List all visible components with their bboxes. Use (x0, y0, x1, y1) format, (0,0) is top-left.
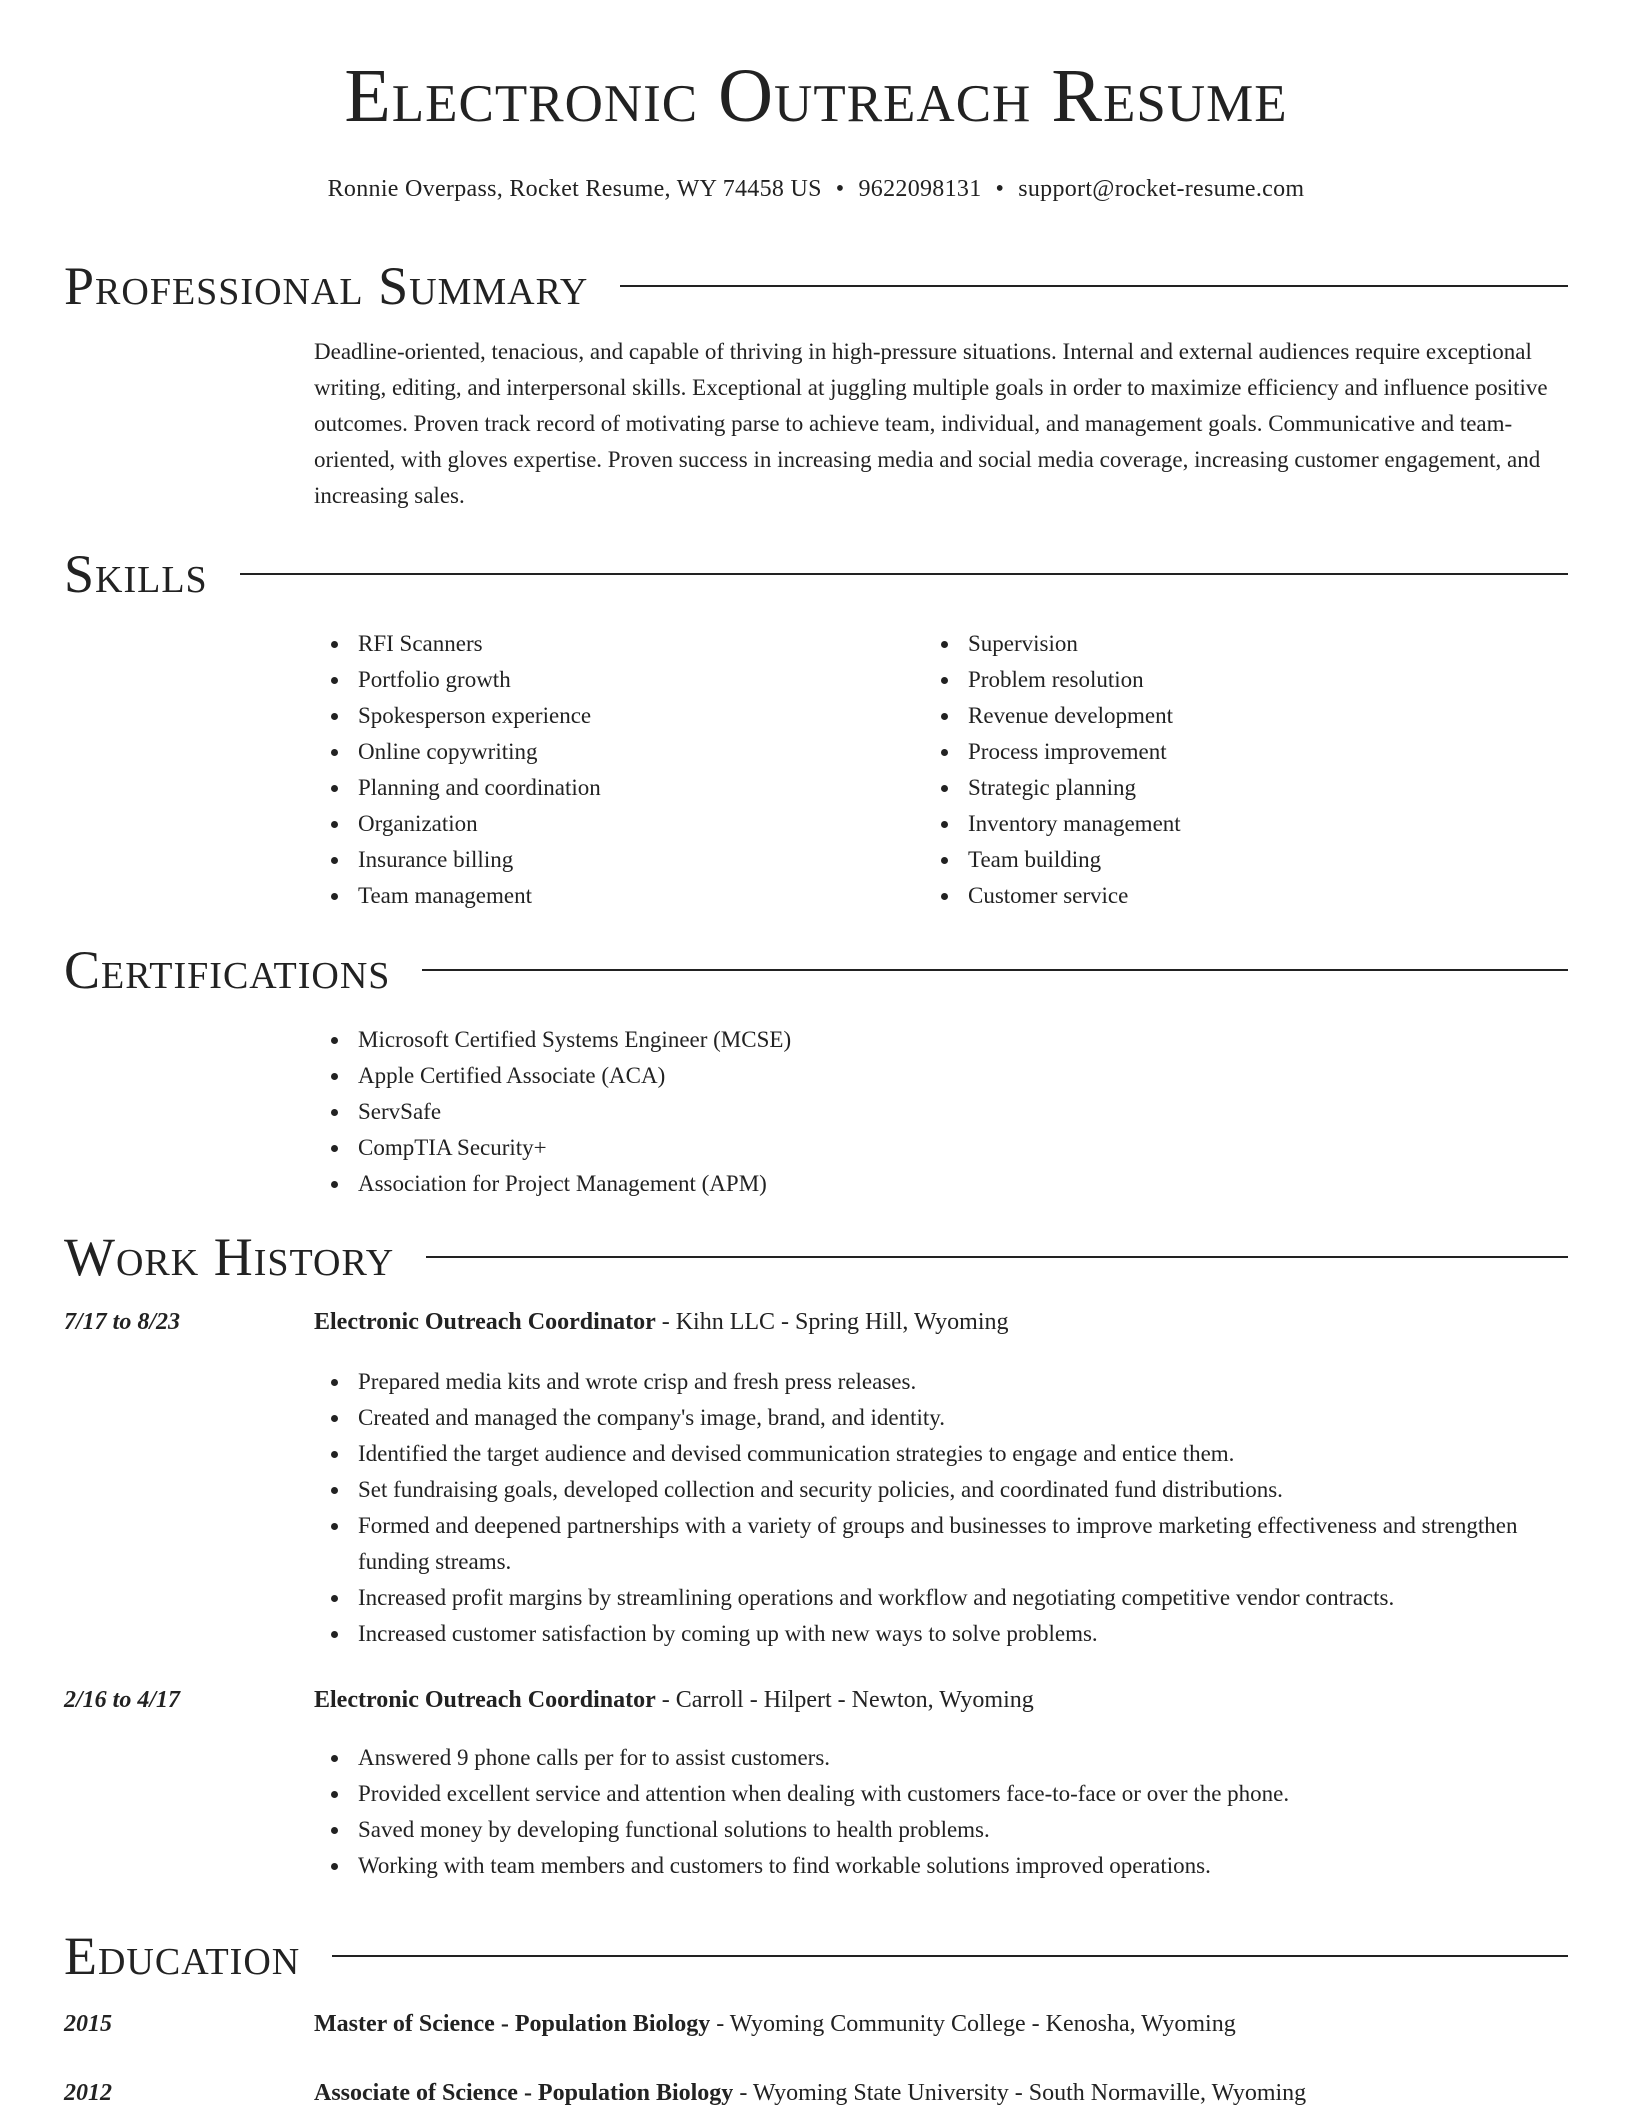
skill-item: Team building (924, 842, 1484, 878)
job-duty-item: Set fundraising goals, developed collection and security policies, and coordinated fund distributions. (314, 1472, 1568, 1508)
education-line (314, 2011, 1568, 2038)
job-duty-item: Identified the target audience and devised communication strategies to engage and entice them. (314, 1436, 1568, 1472)
job-duty-item: Created and managed the company's image, brand, and identity. (314, 1400, 1568, 1436)
section-divider (240, 573, 1568, 575)
job-dates: 2/16 to 4/17 (64, 1687, 181, 1713)
skill-item: Inventory management (924, 806, 1484, 842)
skill-item: Revenue development (924, 698, 1484, 734)
section-divider (422, 969, 1568, 971)
certifications-heading: Certifications (64, 940, 391, 1000)
certification-item: Apple Certified Associate (ACA) (314, 1058, 1568, 1094)
contact-separator: • (995, 176, 1005, 202)
skill-item: Insurance billing (314, 842, 874, 878)
job-duty-item: Answered 9 phone calls per for to assist customers. (314, 1740, 1568, 1776)
skills-right-column (924, 626, 1484, 914)
certifications-container (314, 1022, 1568, 1202)
skill-item: Organization (314, 806, 874, 842)
certification-item: ServSafe (314, 1094, 1568, 1130)
job-duties-container (314, 1740, 1568, 1884)
job-duty-item: Provided excellent service and attention when dealing with customers face-to-face or over the phone. (314, 1776, 1568, 1812)
summary-heading: Professional Summary (64, 256, 589, 316)
certifications-list (314, 1022, 1568, 1202)
contact-phone: 9622098131 (858, 176, 982, 202)
work-section-header (64, 1227, 1568, 1287)
education-degree: Master of Science - Population Biology (314, 2011, 711, 2037)
job-duties-list (314, 1740, 1568, 1884)
education-degree: Associate of Science - Population Biology (314, 2080, 734, 2106)
resume-title: Electronic Outreach Resume (344, 54, 1288, 138)
skill-item: Planning and coordination (314, 770, 874, 806)
skill-item: Strategic planning (924, 770, 1484, 806)
education-year: 2015 (64, 2011, 112, 2037)
certification-item: Microsoft Certified Systems Engineer (MCSE) (314, 1022, 1568, 1058)
education-section-header (64, 1926, 1568, 1986)
summary-section-header (64, 256, 1568, 316)
contact-address: Ronnie Overpass, Rocket Resume, WY 74458 US (327, 176, 822, 202)
job-duty-item: Increased profit margins by streamlining operations and workflow and negotiating competitive vendor contracts. (314, 1580, 1568, 1616)
skill-item: Supervision (924, 626, 1484, 662)
contact-separator: • (835, 176, 845, 202)
section-divider (620, 285, 1568, 287)
skill-item: RFI Scanners (314, 626, 874, 662)
education-school: - Wyoming Community College - Kenosha, Wyoming (710, 2011, 1236, 2037)
certifications-section-header (64, 940, 1568, 1000)
contact-email[interactable]: support@rocket-resume.com (1018, 176, 1305, 202)
skill-item: Problem resolution (924, 662, 1484, 698)
skill-item: Customer service (924, 878, 1484, 914)
skills-heading: Skills (64, 544, 208, 604)
education-school: - Wyoming State University - South Normaville, Wyoming (733, 2080, 1307, 2106)
job-dates: 7/17 to 8/23 (64, 1309, 181, 1335)
skill-item: Portfolio growth (314, 662, 874, 698)
education-year: 2012 (64, 2080, 112, 2106)
job-title-line (314, 1687, 1568, 1714)
skills-left-list (314, 626, 874, 914)
certification-item: Association for Project Management (APM) (314, 1166, 1568, 1202)
summary-text: Deadline-oriented, tenacious, and capable of thriving in high-pressure situations. Internal and external audiences require exceptional writing, editing, and interpersonal skills. Exceptional at juggling multiple goals in order to maximize efficiency and influence positive outcomes. Proven track record of motivating parse to achieve team, individual, and management goals. Communicative and team-oriented, with gloves expertise. Proven success in increasing media and social media coverage, increasing customer engagement, and increasing sales. (314, 339, 1548, 508)
job-duty-item: Formed and deepened partnerships with a variety of groups and businesses to improve marketing effectiveness and strengthen funding streams. (314, 1508, 1568, 1580)
job-duties-container (314, 1364, 1568, 1652)
job-employer: - Kihn LLC - Spring Hill, Wyoming (655, 1309, 1009, 1335)
skill-item: Team management (314, 878, 874, 914)
job-title-line (314, 1309, 1568, 1336)
work-heading: Work History (64, 1227, 395, 1287)
job-employer: - Carroll - Hilpert - Newton, Wyoming (655, 1687, 1034, 1713)
education-line (314, 2080, 1568, 2107)
skills-left-column (314, 626, 874, 914)
skills-right-list (924, 626, 1484, 914)
contact-line (0, 176, 1632, 203)
skill-item: Spokesperson experience (314, 698, 874, 734)
job-duty-item: Increased customer satisfaction by coming up with new ways to solve problems. (314, 1616, 1568, 1652)
job-role: Electronic Outreach Coordinator (314, 1309, 656, 1335)
certification-item: CompTIA Security+ (314, 1130, 1568, 1166)
education-heading: Education (64, 1926, 301, 1986)
skill-item: Process improvement (924, 734, 1484, 770)
section-divider (332, 1955, 1568, 1957)
job-duty-item: Working with team members and customers to find workable solutions improved operations. (314, 1848, 1568, 1884)
skills-section-header (64, 544, 1568, 604)
job-role: Electronic Outreach Coordinator (314, 1687, 656, 1713)
skill-item: Online copywriting (314, 734, 874, 770)
section-divider (426, 1256, 1568, 1258)
job-duties-list (314, 1364, 1568, 1652)
job-duty-item: Saved money by developing functional solutions to health problems. (314, 1812, 1568, 1848)
job-duty-item: Prepared media kits and wrote crisp and fresh press releases. (314, 1364, 1568, 1400)
